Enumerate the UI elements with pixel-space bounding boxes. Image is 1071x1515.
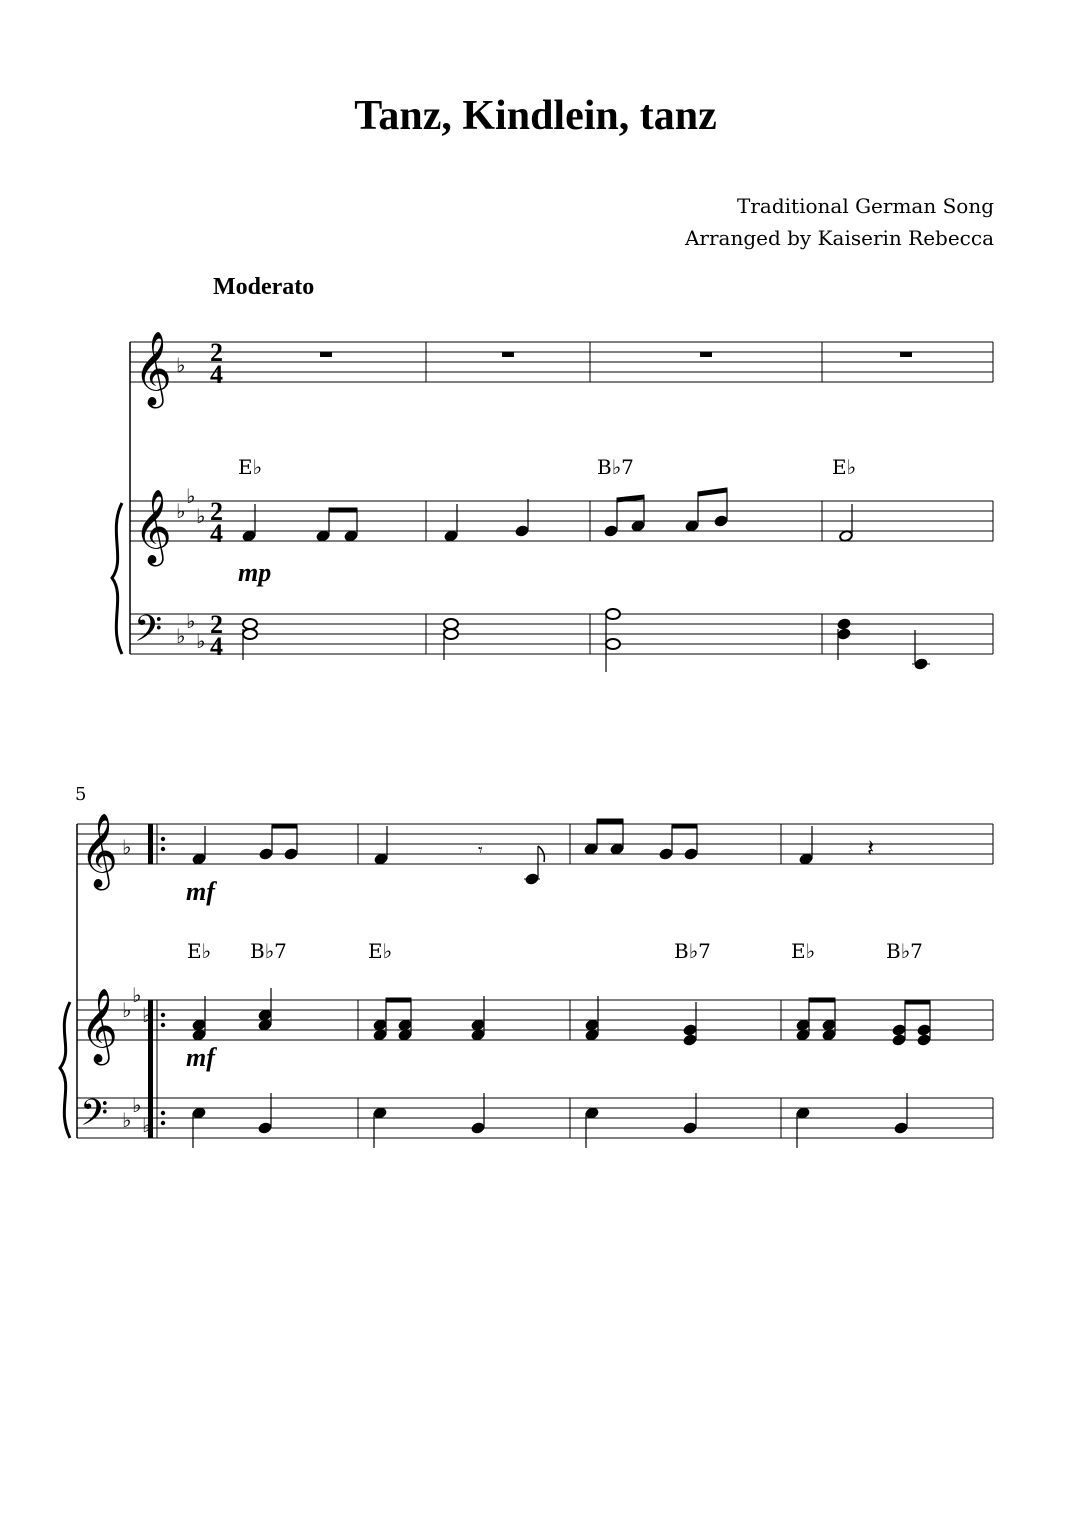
- tempo-marking: Moderato: [213, 274, 315, 300]
- svg-text:2: 2: [210, 338, 223, 367]
- treble-clef-icon: 𝄞: [80, 814, 118, 888]
- dynamic-marking: mf: [186, 1043, 215, 1072]
- chord-symbol: B♭7: [250, 939, 287, 963]
- piano-lh-notes-1: [243, 609, 930, 672]
- chord-symbol: E♭: [238, 455, 263, 479]
- svg-text:4: 4: [210, 632, 223, 661]
- treble-clef-icon: 𝄞: [134, 332, 172, 406]
- svg-text:4: 4: [210, 519, 223, 548]
- treble-clef-icon: 𝄞: [134, 490, 172, 564]
- measure-number: 5: [75, 784, 87, 805]
- whole-rests: [320, 352, 912, 357]
- system-2: [60, 784, 993, 1148]
- dynamic-marking: mp: [238, 558, 272, 587]
- arranger-credit: Arranged by Kaiserin Rebecca: [684, 226, 994, 250]
- svg-text:♭: ♭: [132, 983, 142, 1007]
- barlines-system-2: [358, 824, 993, 1138]
- piano-brace: [112, 503, 122, 654]
- svg-text:♭: ♭: [142, 1003, 152, 1027]
- dynamic-marking: mf: [186, 877, 215, 906]
- piano-brace: [60, 1002, 70, 1138]
- svg-text:♭: ♭: [196, 504, 206, 528]
- flat-accidental-icon: ♭: [176, 353, 186, 377]
- svg-text:♭: ♭: [186, 484, 196, 508]
- key-signature-bass: [176, 609, 205, 653]
- melody-staff-1: [130, 342, 993, 382]
- svg-text:♭: ♭: [142, 1113, 152, 1137]
- melody-staff-2: [77, 824, 993, 864]
- treble-clef-icon: 𝄞: [80, 989, 118, 1063]
- chord-symbol: B♭7: [674, 939, 711, 963]
- chord-symbol: E♭: [368, 939, 393, 963]
- svg-text:2: 2: [210, 610, 223, 639]
- piano-bass-staff-2: [77, 1098, 993, 1138]
- svg-text:♭: ♭: [122, 1108, 132, 1132]
- piano-rh-notes-1: [242, 488, 853, 542]
- piano-treble-staff-2: [77, 1000, 993, 1040]
- svg-text:♭: ♭: [196, 629, 206, 653]
- melody-notes-2: [192, 819, 875, 885]
- piano-lh-notes-2: [192, 1093, 908, 1148]
- time-signature-melody: [210, 338, 223, 389]
- chord-symbol: E♭: [187, 939, 212, 963]
- composer-credit: Traditional German Song: [737, 194, 994, 218]
- piano-bass-staff-1: [130, 614, 993, 654]
- score-title: Tanz, Kindlein, tanz: [354, 93, 717, 139]
- key-signature-bass: [122, 1093, 151, 1137]
- svg-text:♭: ♭: [132, 1093, 142, 1117]
- time-signature-treble: [210, 497, 223, 548]
- bass-clef-icon: 𝄢: [134, 608, 163, 659]
- chord-symbol: B♭7: [886, 939, 923, 963]
- barlines-system-1: [426, 342, 993, 654]
- svg-text:𝄾: 𝄾: [478, 840, 483, 861]
- time-signature-bass: [210, 610, 223, 661]
- chord-symbol: B♭7: [597, 455, 634, 479]
- svg-text:♭: ♭: [176, 499, 186, 523]
- svg-text:4: 4: [210, 360, 223, 389]
- piano-rh-notes-2: [192, 988, 931, 1046]
- piano-treble-staff-1: [130, 501, 993, 541]
- chord-symbol: E♭: [791, 939, 816, 963]
- repeat-start-barline: [148, 824, 165, 1138]
- svg-text:♭: ♭: [186, 609, 196, 633]
- svg-text:♭: ♭: [176, 624, 186, 648]
- svg-text:2: 2: [210, 497, 223, 526]
- svg-text:♭: ♭: [122, 998, 132, 1022]
- chord-symbol: E♭: [832, 455, 857, 479]
- bass-clef-icon: 𝄢: [80, 1092, 109, 1143]
- svg-text:𝄽: 𝄽: [867, 834, 875, 862]
- flat-accidental-icon: ♭: [122, 835, 132, 859]
- system-1: [112, 332, 993, 672]
